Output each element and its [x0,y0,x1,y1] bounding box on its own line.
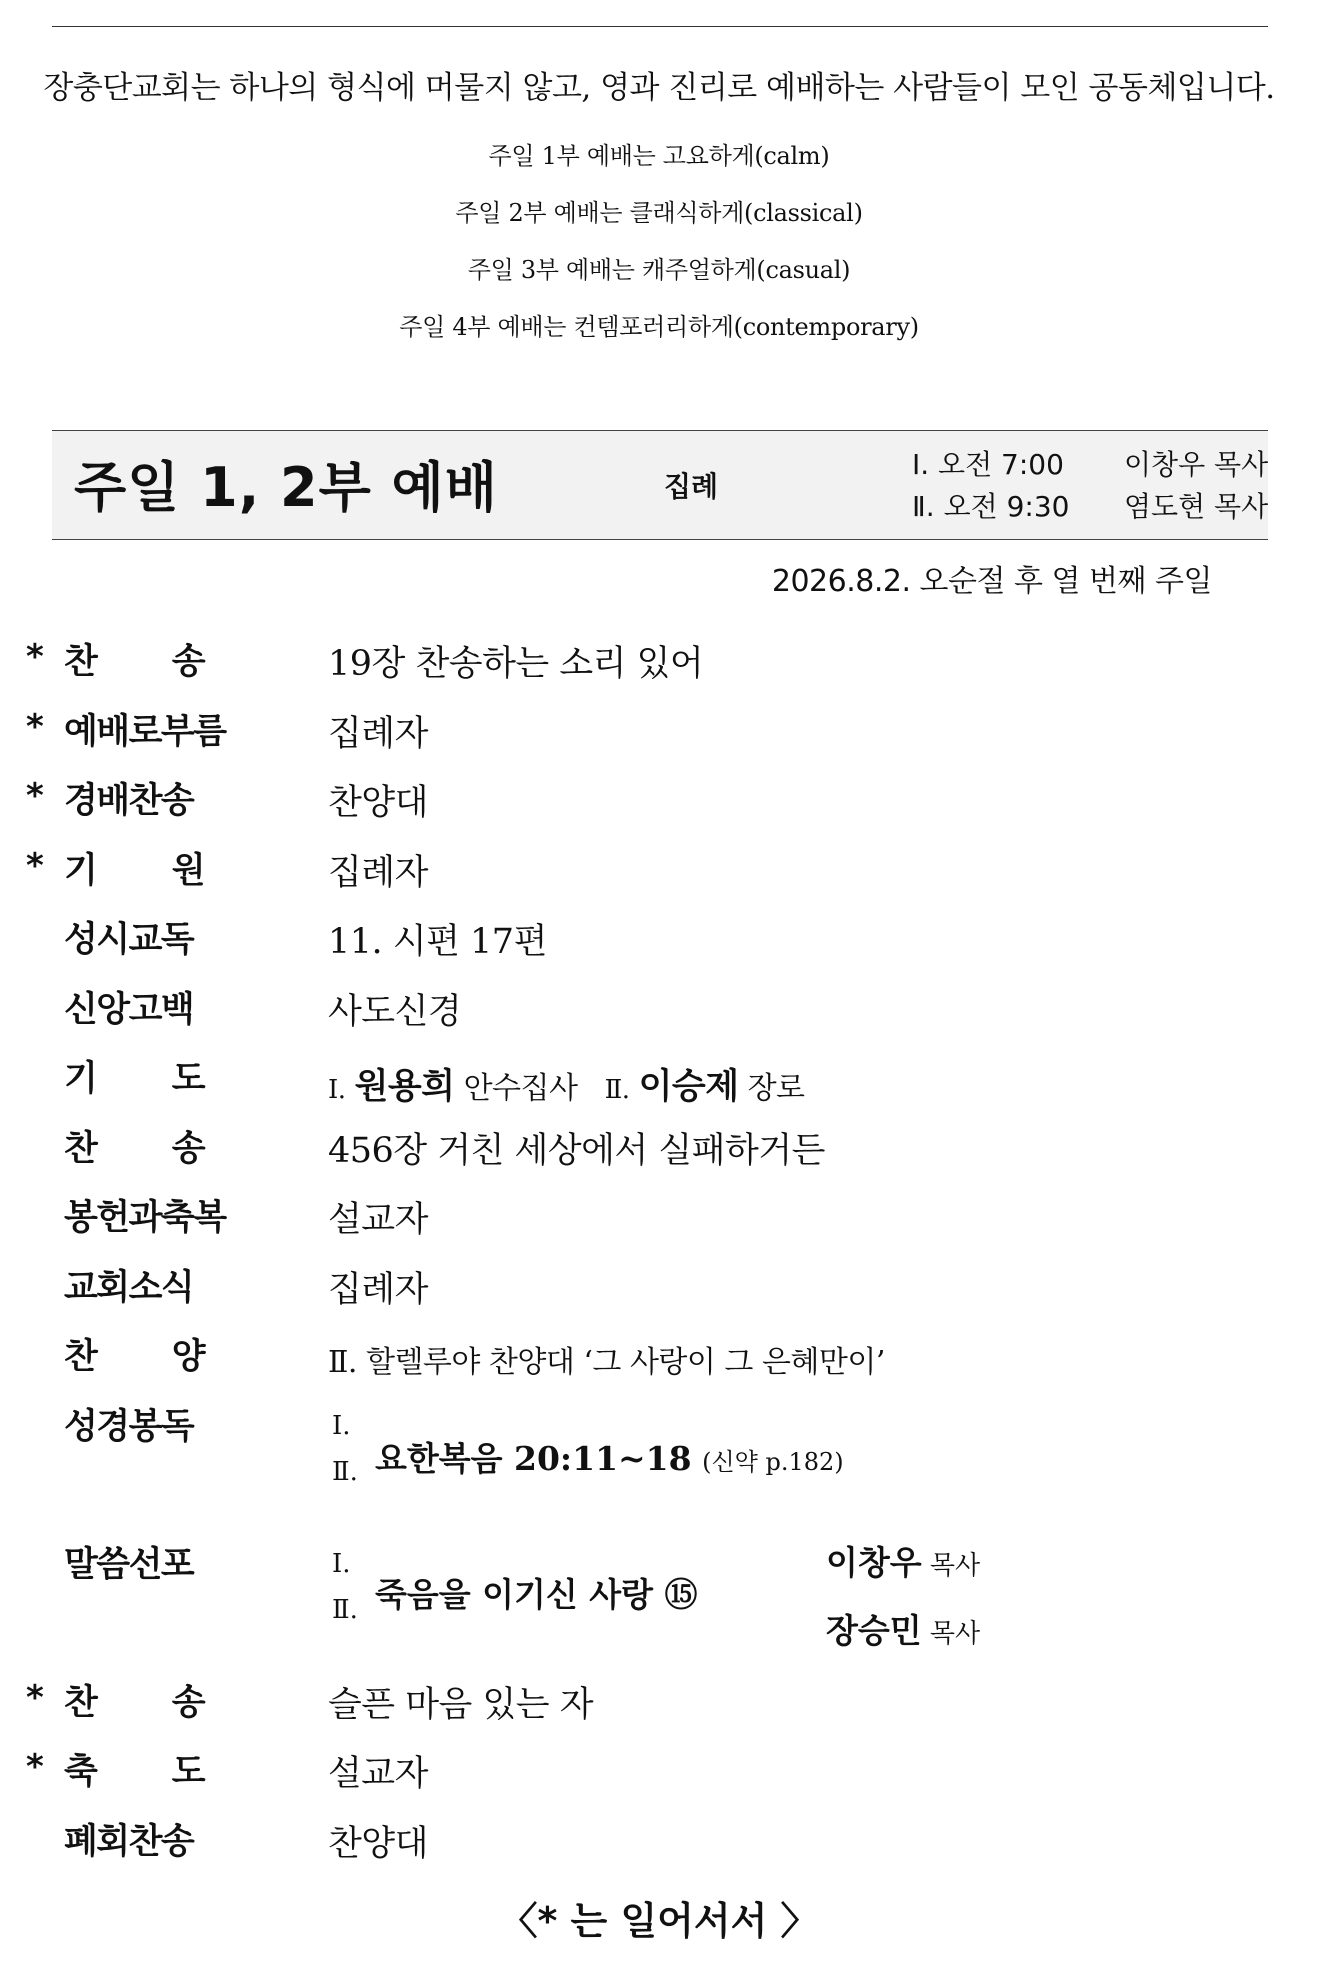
order-content: 11. 시편 17편 [328,922,547,962]
order-label: 신앙고백 [64,989,194,1030]
order-label: 예배로부름 [64,711,226,752]
order-item-invocation [0,841,1318,911]
service-pastor-1: 이창우 목사 [1124,448,1269,481]
order-item-benediction [0,1742,1318,1812]
order-content: 19장 찬송하는 소리 있어 [328,644,704,684]
label-char: 도 [171,1059,204,1099]
church-intro: 장충단교회는 하나의 형식에 머물지 않고, 영과 진리로 예배하는 사람들이 모인 공동체입니다. [43,70,1275,106]
service-time-1: Ⅰ. 오전 7:00 [912,448,1064,481]
prayer-leader-2: 이승제 [638,1066,739,1107]
service-banner [52,430,1268,540]
roman-numeral: Ⅱ. [332,1594,358,1625]
standing-mark: * [26,1677,44,1718]
order-label [64,1675,204,1725]
order-label: 교회소식 [64,1267,194,1308]
standing-mark: * [26,1747,44,1787]
scripture-passage: 요한복음 20:11~18 [375,1438,692,1478]
label-char: 도 [171,1752,204,1792]
order-label [64,843,204,893]
order-label [64,1744,204,1794]
order-content: 456장 거친 세상에서 실패하거든 [328,1130,825,1171]
order-content: 설교자 [328,1754,428,1794]
order-label [64,1121,204,1171]
standing-mark: * [26,776,44,816]
prayer-role-2: 장로 [747,1071,805,1106]
service-pastor-2: 염도현 목사 [1124,490,1269,523]
preacher-1 [826,1537,980,1584]
order-item-creed [0,980,1318,1050]
preacher-name-1: 이창우 [826,1542,922,1582]
order-content: 설교자 [328,1200,428,1240]
scripture-reference: (신약 p.182) [702,1447,844,1476]
label-char: 축 [64,1752,97,1792]
order-item-praise [0,771,1318,841]
order-item-sermon [0,1535,1318,1673]
order-item-offering [0,1188,1318,1258]
order-item-reading [0,1397,1318,1535]
time-row-1 [912,445,1268,487]
order-label: 폐회찬송 [64,1821,194,1862]
label-char: 송 [171,1682,204,1723]
roman-numeral: Ⅰ. [332,1548,351,1579]
service-times [912,445,1268,529]
prayer-leader-1: 원용희 [354,1066,455,1107]
order-label [64,634,204,684]
label-char: 기 [64,850,97,891]
order-item-hymn-3 [0,1673,1318,1743]
standing-mark: * [26,637,44,677]
order-label [64,1051,204,1101]
preacher-title-2: 목사 [929,1618,981,1649]
order-label: 경배찬송 [64,781,194,821]
order-content: 찬양대 [328,1823,428,1864]
order-content [328,1059,805,1109]
service-style-3: 주일 3부 예배는 캐주얼하게(casual) [467,256,851,284]
top-divider [52,26,1268,27]
order-content: Ⅱ. 할렐루야 찬양대 ‘그 사랑이 그 은혜만이’ [328,1345,885,1380]
roman-numeral: Ⅰ. [328,1075,346,1105]
service-styles [0,138,1318,366]
roman-numeral: Ⅱ. [332,1456,358,1487]
label-char: 양 [171,1337,204,1377]
service-style-4: 주일 4부 예배는 컨템포러리하게(contemporary) [399,313,919,341]
order-item-prayer [0,1049,1318,1119]
time-row-2 [912,487,1268,529]
preacher-name-2: 장승민 [826,1610,922,1650]
order-item-closing [0,1812,1318,1882]
standing-note: 〈* 는 일어서서 〉 [499,1899,819,1943]
roman-numeral: Ⅰ. [332,1410,351,1441]
order-label [64,1329,204,1379]
roman-numeral: Ⅱ. [604,1075,630,1105]
service-style-2: 주일 2부 예배는 클래식하게(classical) [455,199,863,227]
service-style-1: 주일 1부 예배는 고요하게(calm) [488,142,830,170]
label-char: 찬 [64,1682,97,1723]
order-label: 성경봉독 [64,1406,194,1447]
order-content: 사도신경 [328,991,462,1032]
service-title: 주일 1, 2부 예배 [74,456,498,519]
order-item-anthem [0,1327,1318,1397]
label-char: 찬 [64,1337,97,1377]
label-char: 찬 [64,642,97,682]
order-item-psalm [0,910,1318,980]
label-char: 원 [171,850,204,891]
order-label: 봉헌과축복 [64,1198,226,1238]
label-char: 송 [171,1128,204,1169]
order-item-hymn-1 [0,632,1318,702]
preacher-title-1: 목사 [929,1550,981,1581]
standing-mark: * [26,706,44,747]
order-content: 슬픈 마음 있는 자 [328,1684,594,1725]
prayer-role-1: 안수집사 [463,1071,578,1106]
order-label: 성시교독 [64,920,194,960]
leader-label: 집례 [664,470,719,503]
order-item-call [0,702,1318,772]
service-date: 2026.8.2. 오순절 후 열 번째 주일 [771,564,1212,599]
order-content: 집례자 [328,713,428,754]
reading-line [375,1433,844,1480]
order-content: 집례자 [328,1269,428,1310]
preacher-2 [826,1605,980,1652]
order-item-news [0,1258,1318,1328]
standing-mark: * [26,845,44,886]
order-item-hymn-2 [0,1119,1318,1189]
sermon-title: 죽음을 이기신 사랑 ⑮ [375,1574,698,1614]
label-char: 송 [171,642,204,682]
label-char: 찬 [64,1128,97,1169]
order-label: 말씀선포 [64,1544,194,1585]
order-content: 찬양대 [328,783,428,823]
service-time-2: Ⅱ. 오전 9:30 [912,490,1070,523]
order-content: 집례자 [328,852,428,893]
order-of-worship [0,632,1318,1881]
label-char: 기 [64,1059,97,1099]
